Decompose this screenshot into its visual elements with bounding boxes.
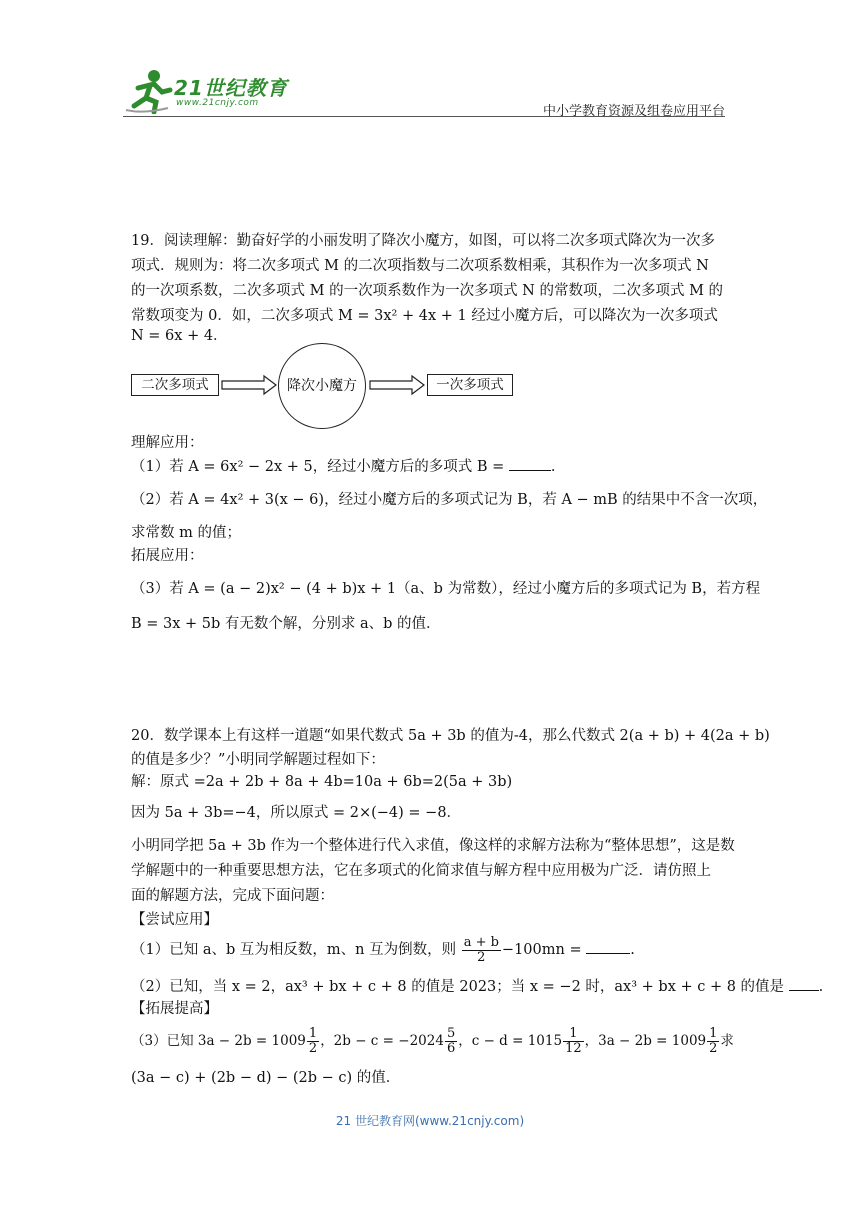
runner-logo-icon [124,68,174,114]
q20-part3-end: 求 [720,1033,734,1049]
fraction-numerator: 5 [446,1026,456,1041]
q19-line2: 项式．规则为：将二次多项式 M 的二次项指数与二次项系数相乘，其积作为一次多项式 N [131,258,709,274]
answer-blank[interactable] [509,458,551,471]
fraction-denominator: 6 [446,1041,456,1056]
answer-blank[interactable] [586,941,630,954]
q19-part1 [131,455,731,479]
header-divider [123,116,725,117]
diagram-output-box: 一次多项式 [427,374,513,396]
fraction-denominator: 2 [709,1041,718,1056]
q19-line5: N = 6x + 4． [131,328,228,344]
fraction [707,1027,719,1056]
understand-heading: 理解应用： [131,435,204,451]
fraction [307,1027,319,1056]
fraction-numerator: a + b [463,934,499,950]
fraction-denominator: 2 [477,949,486,965]
q19-part1-text: （1）若 A = 6x² − 2x + 5，经过小魔方后的多项式 B = [131,459,505,475]
q20-part3b: (3a − c) + (2b − d) − (2b − c) 的值． [131,1070,401,1086]
q20-line6: 学解题中的一种重要思想方法，它在多项式的化简求值与解方程中应用极为广泛．请仿照上 [131,863,711,879]
q20-line2: 的值是多少？”小明同学解题过程如下： [131,752,385,768]
q20-part3-b: ，2b − c = −2024 [320,1033,444,1049]
q20-line3: 解：原式 =2a + 2b + 8a + 4b=10a + 6b=2(5a + 3b) [131,774,513,790]
logo-text: 21世纪教育 [174,76,288,100]
fraction-numerator: 1 [563,1027,584,1042]
q19-part3b: B = 3x + 5b 有无数个解，分别求 a、b 的值． [131,616,441,632]
q20-part1-text: （1）已知 a、b 互为相反数，m、n 互为倒数，则 [131,942,457,958]
footer-link[interactable]: 21 世纪教育网(www.21cnjy.com) [335,1114,525,1128]
platform-name: 中小学教育资源及组卷应用平台 [542,104,725,119]
q20-line1: 20．数学课本上有这样一道题“如果代数式 5a + 3b 的值为-4，那么代数式 2(a + b) + 4(2a + b) [131,728,770,744]
q19-part1-end: . [550,459,556,475]
fraction-numerator: 1 [709,1026,718,1041]
diagram-input-box: 二次多项式 [131,374,219,396]
logo [124,68,294,116]
fraction [462,936,501,965]
diagram-magic-cube: 降次小魔方 [278,343,366,429]
answer-blank[interactable] [789,978,819,991]
fraction-denominator: 2 [308,1041,318,1056]
extend-heading: 拓展应用： [131,548,204,564]
q20-line7: 面的解题方法，完成下面问题： [131,888,334,904]
q20-line4: 因为 5a + 3b=−4，所以原式 = 2×(−4) = −8． [131,805,462,821]
q20-part1-post: −100mn = [501,942,582,958]
q19-part3a: （3）若 A = (a − 2)x² − (4 + b)x + 1（a、b 为常数），经过小魔方后的多项式记为 B，若方程 [131,581,761,597]
q20-part2 [131,975,824,999]
q20-part2-text: （2）已知，当 x = 2，ax³ + bx + c + 8 的值是 2023；当 x = −2 时，ax³ + bx + c + 8 的值是 [131,979,785,995]
q19-line4: 常数项变为 0．如，二次多项式 M = 3x² + 4x + 1 经过小魔方后，可以降次为一次多项式 [131,308,718,324]
q20-part3-a: （3）已知 3a − 2b = 1009 [131,1033,306,1049]
fraction [563,1027,584,1056]
q19-part2a: （2）若 A = 4x² + 3(x − 6)，经过小魔方后的多项式记为 B，若 A − mB 的结果中不含一次项， [131,492,768,508]
fraction-denominator: 12 [565,1041,582,1056]
q20-part3-d: ，3a − 2b = 1009 [584,1033,707,1049]
arrow-right-icon [220,374,280,396]
fraction-numerator: 1 [308,1026,318,1041]
try-heading: 【尝试应用】 [131,912,218,928]
q19-part2b: 求常数 m 的值； [131,525,241,541]
extend-heading-20: 【拓展提高】 [131,1001,218,1017]
q20-part1-end: . [630,942,635,958]
q19-line1: 19．阅读理解：勤奋好学的小丽发明了降次小魔方，如图，可以将二次多项式降次为一次多 [131,233,715,249]
q20-part3 [131,1025,734,1057]
q20-line5: 小明同学把 5a + 3b 作为一个整体进行代入求值，像这样的求解方法称为“整体思想”，这是数 [131,838,735,854]
q20-part2-end: . [818,979,824,995]
q20-part3-c: ，c − d = 1015 [458,1033,563,1049]
fraction [445,1027,457,1056]
q19-line3: 的一次项系数，二次多项式 M 的一次项系数作为一次多项式 N 的常数项，二次多项式 M 的 [131,283,724,299]
q20-part1 [131,934,731,966]
arrow-right-icon [368,374,428,396]
logo-url: www.21cnjy.com [176,98,259,108]
